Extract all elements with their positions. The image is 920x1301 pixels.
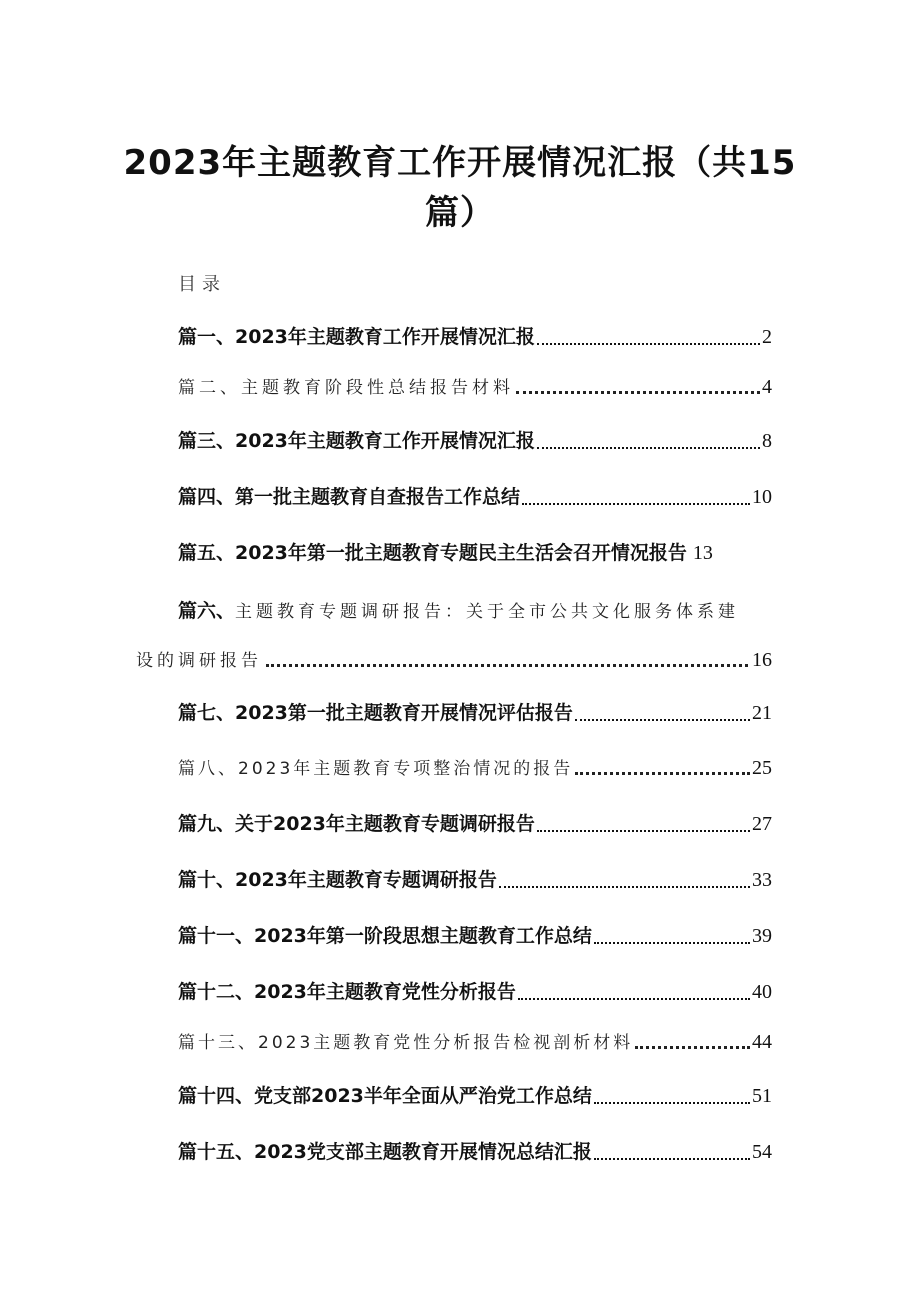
toc-item-5[interactable]: [178, 538, 713, 568]
toc-leader: [594, 1101, 750, 1104]
toc-item-12[interactable]: [178, 977, 772, 1007]
toc-item-page: 13: [692, 542, 713, 564]
toc-item-9[interactable]: [178, 809, 772, 839]
toc-item-page: 8: [762, 430, 772, 452]
toc-item-1[interactable]: [178, 322, 772, 352]
toc-item-title: 篇七、2023第一批主题教育开展情况评估报告: [178, 702, 573, 724]
toc-item-title: 篇十二、2023年主题教育党性分析报告: [178, 981, 516, 1003]
toc-item-page: 2: [762, 326, 772, 348]
toc-item-title: 篇十一、2023年第一阶段思想主题教育工作总结: [178, 925, 592, 947]
toc-item-11[interactable]: [178, 921, 772, 951]
toc-item-page: 51: [752, 1085, 772, 1107]
toc-item-title: 篇十四、党支部2023半年全面从严治党工作总结: [178, 1085, 592, 1107]
document-title: [120, 138, 800, 238]
toc-item-4[interactable]: [178, 482, 772, 512]
toc-leader: [522, 502, 750, 505]
toc-leader: [594, 1157, 750, 1160]
toc-item-6[interactable]: [178, 596, 739, 627]
toc-item-title: 篇五、2023年第一批主题教育专题民主生活会召开情况报告: [178, 542, 687, 564]
toc-item-page: 27: [752, 813, 772, 835]
toc-item-page: 39: [752, 925, 772, 947]
toc-item-title: 篇十五、2023党支部主题教育开展情况总结汇报: [178, 1141, 592, 1163]
toc-item-page: 10: [752, 486, 772, 508]
toc-item-page: 33: [752, 869, 772, 891]
toc-leader: [516, 390, 760, 394]
toc-leader: [499, 885, 750, 888]
toc-item-title: 篇三、2023年主题教育工作开展情况汇报: [178, 430, 535, 452]
toc-item-title: 篇八、2023年主题教育专项整治情况的报告: [178, 759, 574, 779]
toc-item-title: 篇九、关于2023年主题教育专题调研报告: [178, 813, 535, 835]
toc-item-page: 16: [752, 649, 772, 671]
toc-item-title: 主题教育专题调研报告：关于全市公共文化服务体系建: [235, 602, 740, 622]
toc-leader: [575, 771, 750, 775]
toc-item-15[interactable]: [178, 1137, 772, 1167]
toc-item-page: 44: [752, 1031, 772, 1053]
toc-item-page: 40: [752, 981, 772, 1003]
toc-leader: [266, 663, 748, 667]
toc-item-8[interactable]: [178, 753, 772, 783]
toc-leader: [575, 718, 750, 721]
toc-item-title: 篇十、2023年主题教育专题调研报告: [178, 869, 497, 891]
toc-leader: [635, 1045, 750, 1049]
toc-item-13[interactable]: [178, 1027, 772, 1057]
toc-item-page: 21: [752, 702, 772, 724]
toc-item-page: 54: [752, 1141, 772, 1163]
toc-item-page: 25: [752, 757, 772, 779]
toc-item-page: 4: [762, 376, 772, 398]
toc-item-3[interactable]: [178, 426, 772, 456]
toc-item-prefix: 篇六、: [178, 600, 236, 622]
toc-item-title: 篇十三、2023主题教育党性分析报告检视剖析材料: [178, 1033, 634, 1053]
toc-leader: [537, 342, 760, 345]
toc-item-14[interactable]: [178, 1081, 772, 1111]
toc-item-title-continued: 设的调研报告: [136, 651, 262, 671]
title-line-1: 2023年主题教育工作开展情况汇报（共15: [123, 143, 797, 183]
toc-leader: [594, 941, 750, 944]
toc-item-6-continued[interactable]: [136, 645, 772, 675]
toc-item-title: 篇四、第一批主题教育自查报告工作总结: [178, 486, 521, 508]
toc-leader: [537, 829, 750, 832]
toc-item-2[interactable]: [178, 372, 772, 402]
toc-item-title: 篇一、2023年主题教育工作开展情况汇报: [178, 326, 535, 348]
toc-item-10[interactable]: [178, 865, 772, 895]
title-line-2: 篇）: [425, 193, 495, 233]
toc-leader: [537, 446, 760, 449]
toc-heading: 目录: [178, 274, 226, 295]
toc-item-title: 篇二、主题教育阶段性总结报告材料: [178, 378, 514, 398]
toc-item-7[interactable]: [178, 698, 772, 728]
toc-leader: [518, 997, 750, 1000]
